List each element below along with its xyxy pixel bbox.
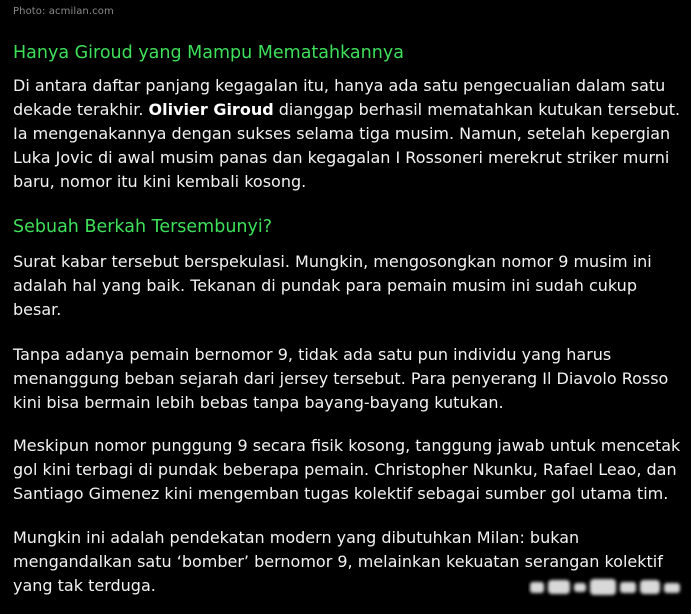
paragraph-line: besar.	[13, 300, 62, 319]
paragraph-shared-responsibility	[13, 434, 685, 506]
section-heading-berkah: Sebuah Berkah Tersembunyi?	[13, 217, 273, 237]
text-segment: dekade terakhir.	[13, 100, 149, 119]
paragraph-speculation	[13, 250, 685, 322]
paragraph-line: gol kini terbagi di pundak beberapa pemain. Christopher Nkunku, Rafael Leao, dan	[13, 460, 677, 479]
paragraph-line: Ia mengenakannya dengan sukses selama tiga musim. Namun, setelah kepergian	[13, 124, 671, 143]
photo-caption: Photo: acmilan.com	[13, 6, 114, 17]
paragraph-giroud	[13, 74, 685, 194]
paragraph-line: baru, nomor itu kini kembali kosong.	[13, 172, 307, 191]
paragraph-line: Mungkin ini adalah pendekatan modern yang dibutuhkan Milan: bukan	[13, 528, 580, 547]
paragraph-line: Tanpa adanya pemain bernomor 9, tidak ada satu pun individu yang harus	[13, 345, 612, 364]
paragraph-line: Luka Jovic di awal musim panas dan kegagalan I Rossoneri merekrut striker murni	[13, 148, 670, 167]
text-segment: dianggap berhasil mematahkan kutukan tersebut.	[273, 100, 681, 119]
paragraph-line: adalah hal yang baik. Tekanan di pundak para pemain musim ini sudah cukup	[13, 276, 637, 295]
paragraph-no-number-nine	[13, 343, 685, 415]
paragraph-line: Di antara daftar panjang kegagalan itu, hanya ada satu pengecualian dalam satu	[13, 76, 666, 95]
paragraph-line	[13, 98, 685, 122]
paragraph-line: Meskipun nomor punggung 9 secara fisik kosong, tanggung jawab untuk mencetak	[13, 436, 681, 455]
paragraph-line: kini bisa bermain lebih bebas tanpa bayang-bayang kutukan.	[13, 393, 504, 412]
paragraph-line: Surat kabar tersebut berspekulasi. Mungkin, mengosongkan nomor 9 musim ini	[13, 252, 652, 271]
paragraph-line: yang tak terduga.	[13, 576, 156, 595]
watermark-logo	[528, 575, 683, 599]
player-name-bold: Olivier Giroud	[148, 100, 274, 119]
paragraph-line: mengandalkan satu ‘bomber’ bernomor 9, melainkan kekuatan serangan kolektif	[13, 552, 663, 571]
paragraph-line: menanggung beban sejarah dari jersey tersebut. Para penyerang Il Diavolo Rosso	[13, 369, 669, 388]
section-heading-giroud: Hanya Giroud yang Mampu Mematahkannya	[13, 43, 404, 63]
paragraph-line: Santiago Gimenez kini mengemban tugas kolektif sebagai sumber gol utama tim.	[13, 484, 669, 503]
